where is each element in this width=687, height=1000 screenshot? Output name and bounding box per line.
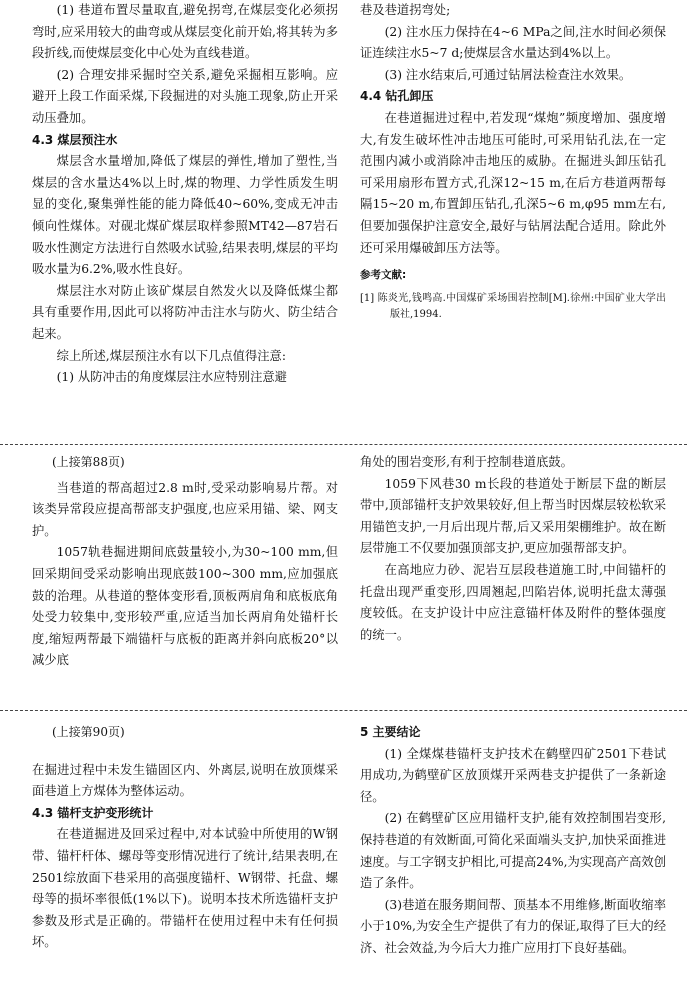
continuation-note: (上接第88页): [52, 455, 125, 469]
paragraph: (1) 从防冲击的角度煤层注水应特别注意避: [56, 370, 287, 385]
article-fragment-bottom: [0, 722, 687, 1000]
paragraph: (2) 注水压力保持在4~6 MPa之间,注水时间必须保证连续注水5~7 d;使煤层含水量达到4%以上。: [360, 24, 666, 61]
left-column: [32, 722, 338, 954]
right-column: [360, 0, 666, 323]
paragraph: 角处的围岩变形,有利于控制巷道底鼓。: [360, 455, 573, 469]
article-fragment-middle: [0, 452, 687, 702]
paragraph: 巷及巷道拐弯处;: [360, 3, 451, 17]
paragraph: 在高地应力砂、泥岩互层段巷道施工时,中间锚杆的托盘出现严重变形,四周翘起,凹陷岩体,说明托盘太薄强度较低。在支护设计中应注意锚杆体及附件的整体强度的统一。: [360, 562, 666, 642]
reference-entry: [1] 陈炎光,钱鸣高.中国煤矿采场围岩控制[M].徐州:中国矿业大学出版社,1994.: [360, 292, 666, 320]
left-column: [32, 0, 338, 389]
paragraph: 当巷道的帮高超过2.8 m时,受采动影响易片帮。对该类异常段应提高帮部支护强度,也应采用锚、梁、网支护。: [32, 480, 338, 538]
paragraph: (1) 巷道布置尽量取直,避免拐弯,在煤层变化必须拐弯时,应采用较大的曲弯或从煤层变化前开始,将其转为多段折线,而使煤层变化中心处为直线巷道。: [32, 3, 338, 61]
paragraph: 在掘进过程中未发生锚固区内、外离层,说明在放顶煤采面巷道上方煤体为整体运动。: [32, 762, 338, 799]
section-heading: 4.3 煤层预注水: [32, 132, 118, 147]
paragraph: (2) 合理安排采掘时空关系,避免采掘相互影响。应避开上段工作面采煤,下段掘进的对头施工现象,防止开采动压叠加。: [32, 67, 338, 125]
paragraph: 1059下风巷30 m长段的巷道处于断层下盘的断层带中,顶部锚杆支护效果较好,但上帮当时因煤层较松软采用锚笆支护,一月后出现片帮,后又采用架棚维护。故在断层带施工不仅要加强顶部支护,更应加强帮部支护。: [360, 476, 666, 556]
paragraph: 1057轨巷掘进期间底鼓量较小,为30~100 mm,但回采期间受采动影响出现底鼓100~300 mm,应加强底鼓的治理。从巷道的整体变形看,顶板两肩角和底板底角处受力较集中,变形较严重,应适当加长两肩角处锚杆长度,缩短两帮最下端锚杆与底板的距离并斜向底板20°以减少底: [32, 545, 338, 668]
paragraph: 综上所述,煤层预注水有以下几点值得注意:: [56, 348, 286, 363]
section-heading: 4.3 锚杆支护变形统计: [32, 805, 154, 820]
paragraph: 在巷道掘进过程中,若发现“煤炮”频度增加、强度增大,有发生破坏性冲击地压可能时,可采用钻孔法,在一定范围内减小或消除冲击地压的威胁。在掘进头卸压钻孔可采用扇形布置方式,孔深12~15 m,在后方巷道两帮每隔15~20 m,布置卸压钻孔,孔深5~6 m,φ95 mm左右,但要加强保护注意安全,最好与钻屑法配合适用。除此外还可采用爆破卸压方法等。: [360, 110, 666, 255]
section-heading: 4.4 钻孔卸压: [360, 89, 434, 104]
spacer: [32, 748, 338, 760]
paragraph: (3)巷道在服务期间帮、顶基本不用维修,断面收缩率小于10%,为安全生产提供了有力的保证,取得了巨大的经济、社会效益,为今后大力推广应用打下良好基础。: [360, 897, 666, 955]
paragraph: 在巷道掘进及回采过程中,对本试验中所使用的W钢带、锚杆杆体、螺母等变形情况进行了统计,结果表明,在2501综放面下巷采用的高强度锚杆、W钢带、托盘、螺母等的损坏率很低(1%以下)。说明本技术所选锚杆支护参数及形式是正确的。带锚杆在使用过程中未有任何损坏。: [32, 827, 338, 950]
paragraph: 煤层注水对防止该矿煤层自然发火以及降低煤尘都具有重要作用,因此可以将防冲击注水与防火、防尘结合起来。: [32, 283, 338, 341]
section-heading: 5 主要结论: [360, 725, 421, 739]
section-divider: [0, 444, 687, 445]
right-column: [360, 722, 666, 960]
references-heading: 参考文献:: [360, 269, 407, 282]
article-fragment-top: [0, 0, 687, 440]
right-column: [360, 452, 666, 646]
left-column: [32, 452, 338, 672]
continuation-note: (上接第90页): [52, 725, 125, 739]
paragraph: (3) 注水结束后,可通过钻屑法检查注水效果。: [384, 67, 632, 82]
paragraph: (2) 在鹤壁矿区应用锚杆支护,能有效控制围岩变形,保持巷道的有效断面,可简化采面端头支护,加快采面推进速度。与工字钢支护相比,可提高24%,为实现高产高效创造了条件。: [360, 811, 666, 891]
paragraph: (1) 全煤煤巷锚杆支护技术在鹤壁四矿2501下巷试用成功,为鹤壁矿区放顶煤开采两巷支护提供了一条新途径。: [360, 746, 666, 804]
section-divider: [0, 710, 687, 711]
paragraph: 煤层含水量增加,降低了煤层的弹性,增加了塑性,当煤层的含水量达4%以上时,煤的物理、力学性质发生明显的变化,聚集弹性能的能力降低40~60%,变成无冲击倾向性煤体。对砚北煤矿煤层取样参照MT42—87岩石吸水性测定方法进行自然吸水试验,结果表明,煤层的平均吸水量为6.2%,吸水性良好。: [32, 154, 338, 277]
